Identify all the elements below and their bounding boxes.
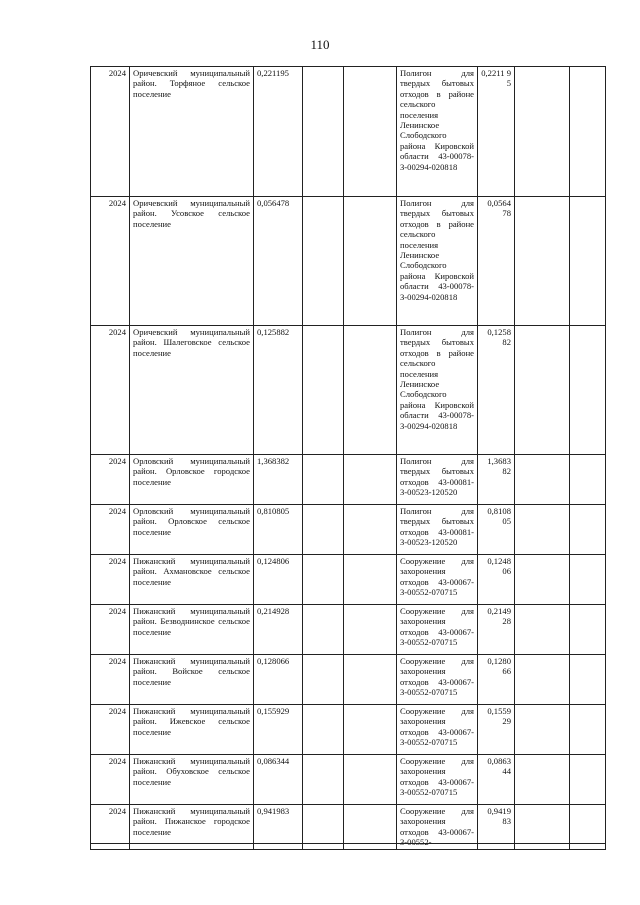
- empty-cell: [344, 455, 397, 505]
- value-short-cell: 0,0564 78: [478, 197, 515, 326]
- disposal-object-cell: Полигон для твердых бытовых отходов в районе сельского поселения Ленинское Слободского района Кировской области 43-00078-З-00294-020818: [397, 67, 478, 197]
- value-short-cell: 1,3683 82: [478, 455, 515, 505]
- value-cell: 0,214928: [254, 605, 303, 655]
- empty-cell: [570, 555, 606, 605]
- value-short-cell: 0,1248 06: [478, 555, 515, 605]
- municipality-cell: Пижанский муниципальный район. Безводнинское сельское поселение: [130, 605, 254, 655]
- year-cell: 2024: [91, 705, 130, 755]
- value-short-cell: 0,9419 83: [478, 805, 515, 850]
- value-cell: 0,128066: [254, 655, 303, 705]
- year-cell: 2024: [91, 755, 130, 805]
- table-row: [91, 705, 606, 755]
- empty-cell: [303, 755, 344, 805]
- table-row: [91, 326, 606, 455]
- year-cell: 2024: [91, 455, 130, 505]
- value-cell: 0,810805: [254, 505, 303, 555]
- year-cell: 2024: [91, 605, 130, 655]
- year-cell: 2024: [91, 555, 130, 605]
- table-row: [91, 505, 606, 555]
- empty-cell: [344, 655, 397, 705]
- empty-cell: [515, 326, 570, 455]
- year-cell: 2024: [91, 326, 130, 455]
- empty-cell: [344, 505, 397, 555]
- empty-cell: [515, 605, 570, 655]
- empty-cell: [344, 326, 397, 455]
- municipality-cell: Оричевский муниципальный район. Усовское сельское поселение: [130, 197, 254, 326]
- empty-cell: [303, 197, 344, 326]
- empty-cell: [344, 755, 397, 805]
- empty-cell: [570, 197, 606, 326]
- municipality-cell: Пижанский муниципальный район. Ижевское сельское поселение: [130, 705, 254, 755]
- empty-cell: [570, 705, 606, 755]
- municipality-cell: Оричевский муниципальный район. Шалеговское сельское поселение: [130, 326, 254, 455]
- empty-cell: [344, 605, 397, 655]
- year-cell: 2024: [91, 805, 130, 850]
- empty-cell: [515, 197, 570, 326]
- table-bottom-border: [90, 843, 605, 844]
- value-short-cell: 0,1280 66: [478, 655, 515, 705]
- empty-cell: [515, 555, 570, 605]
- municipality-cell: Пижанский муниципальный район. Ахмановское сельское поселение: [130, 555, 254, 605]
- empty-cell: [303, 326, 344, 455]
- disposal-object-cell: Сооружение для захоронения отходов 43-00067-З-00552-070715: [397, 655, 478, 705]
- empty-cell: [515, 455, 570, 505]
- value-short-cell: 0,2211 95: [478, 67, 515, 197]
- value-cell: 0,221195: [254, 67, 303, 197]
- municipality-cell: Орловский муниципальный район. Орловское сельское поселение: [130, 505, 254, 555]
- municipality-cell: Оричевский муниципальный район. Торфяное сельское поселение: [130, 67, 254, 197]
- municipality-cell: Пижанский муниципальный район. Пижанское городское поселение: [130, 805, 254, 850]
- municipality-cell: Орловский муниципальный район. Орловское городское поселение: [130, 455, 254, 505]
- page-number: 110: [310, 37, 330, 52]
- year-cell: 2024: [91, 197, 130, 326]
- empty-cell: [515, 755, 570, 805]
- table-row: [91, 197, 606, 326]
- empty-cell: [515, 505, 570, 555]
- disposal-object-cell: Полигон для твердых бытовых отходов 43-00081-З-00523-120520: [397, 505, 478, 555]
- value-short-cell: 0,8108 05: [478, 505, 515, 555]
- year-cell: 2024: [91, 655, 130, 705]
- empty-cell: [570, 605, 606, 655]
- empty-cell: [303, 705, 344, 755]
- disposal-object-cell: Сооружение для захоронения отходов 43-00067-З-00552-070715: [397, 755, 478, 805]
- value-cell: 0,124806: [254, 555, 303, 605]
- table-row: [91, 605, 606, 655]
- year-cell: 2024: [91, 67, 130, 197]
- empty-cell: [570, 326, 606, 455]
- disposal-object-cell: Сооружение для захоронения отходов 43-00067-З-00552-070715: [397, 605, 478, 655]
- empty-cell: [303, 67, 344, 197]
- empty-cell: [303, 505, 344, 555]
- empty-cell: [570, 655, 606, 705]
- disposal-object-cell: Полигон для твердых бытовых отходов в районе сельского поселения Ленинское Слободского района Кировской области 43-00078-З-00294-020818: [397, 197, 478, 326]
- empty-cell: [570, 505, 606, 555]
- empty-cell: [344, 555, 397, 605]
- empty-cell: [303, 655, 344, 705]
- waste-table: [90, 66, 606, 850]
- value-cell: 0,086344: [254, 755, 303, 805]
- empty-cell: [515, 67, 570, 197]
- empty-cell: [344, 197, 397, 326]
- empty-cell: [515, 705, 570, 755]
- empty-cell: [570, 67, 606, 197]
- empty-cell: [303, 455, 344, 505]
- value-short-cell: 0,1258 82: [478, 326, 515, 455]
- empty-cell: [303, 555, 344, 605]
- empty-cell: [570, 755, 606, 805]
- empty-cell: [303, 605, 344, 655]
- value-cell: 0,941983: [254, 805, 303, 850]
- municipality-cell: Пижанский муниципальный район. Войское сельское поселение: [130, 655, 254, 705]
- disposal-object-cell: Сооружение для захоронения отходов 43-00067-З-00552-: [397, 805, 478, 850]
- value-short-cell: 0,2149 28: [478, 605, 515, 655]
- empty-cell: [515, 655, 570, 705]
- value-short-cell: 0,0863 44: [478, 755, 515, 805]
- disposal-object-cell: Сооружение для захоронения отходов 43-00067-З-00552-070715: [397, 705, 478, 755]
- table-body: [91, 67, 606, 850]
- empty-cell: [344, 67, 397, 197]
- value-cell: 0,056478: [254, 197, 303, 326]
- value-short-cell: 0,1559 29: [478, 705, 515, 755]
- value-cell: 1,368382: [254, 455, 303, 505]
- table-row: [91, 755, 606, 805]
- disposal-object-cell: Полигон для твердых бытовых отходов в районе сельского поселения Ленинское Слободского района Кировской области 43-00078-З-00294-020818: [397, 326, 478, 455]
- table-row: [91, 555, 606, 605]
- table-row: [91, 655, 606, 705]
- value-cell: 0,125882: [254, 326, 303, 455]
- table-row: [91, 67, 606, 197]
- table-row: [91, 455, 606, 505]
- municipality-cell: Пижанский муниципальный район. Обуховское сельское поселение: [130, 755, 254, 805]
- year-cell: 2024: [91, 505, 130, 555]
- disposal-object-cell: Сооружение для захоронения отходов 43-00067-З-00552-070715: [397, 555, 478, 605]
- value-cell: 0,155929: [254, 705, 303, 755]
- empty-cell: [344, 705, 397, 755]
- disposal-object-cell: Полигон для твердых бытовых отходов 43-00081-З-00523-120520: [397, 455, 478, 505]
- empty-cell: [570, 455, 606, 505]
